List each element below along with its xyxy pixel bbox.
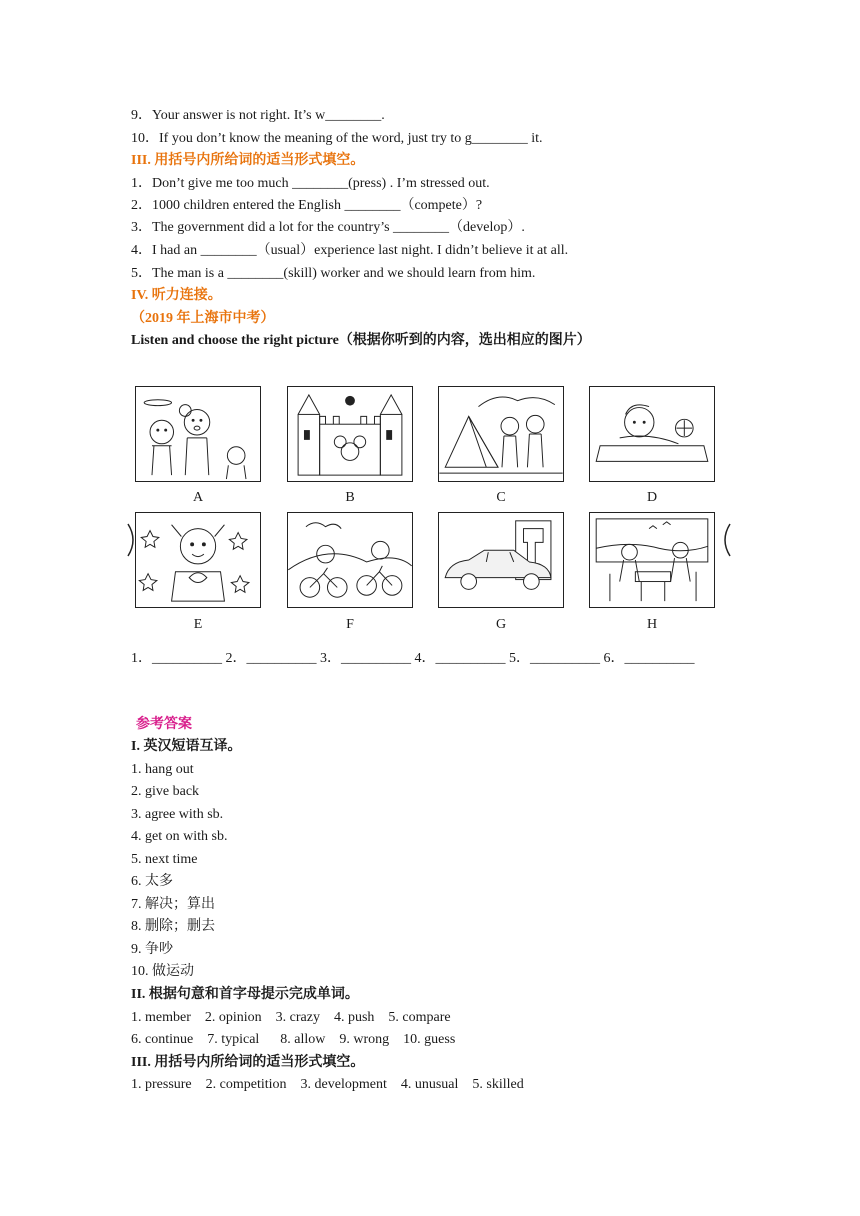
section-3-item-2: 2．1000 children entered the English ________（compete）? [131,198,483,213]
answer-1-8: 8. 删除；删去 [131,919,215,934]
section-4-heading: IV. 听力连接。 [131,288,222,303]
section-4-source: （2019 年上海市中考） [131,311,275,326]
answers-section-2-line-2: 6. continue 7. typical 8. allow 9. wrong 10. guess [131,1032,456,1047]
sick-boy-bed-picture [589,386,715,482]
answer-1-4: 4. get on with sb. [131,829,228,844]
answer-1-7: 7. 解决；算出 [131,897,215,912]
picture-label-d: D [646,490,658,505]
cycling-children-picture [287,512,413,608]
section-3-item-3: 3．The government did a lot for the country’s ________（develop）. [131,220,525,235]
section-3-item-1: 1．Don’t give me too much ________(press) . I’m stressed out. [131,176,490,191]
answers-section-2-line-1: 1. member 2. opinion 3. crazy 4. push 5. compare [131,1010,451,1025]
answers-section-1-heading: I. 英汉短语互译。 [131,739,242,754]
picture-label-h: H [646,617,658,632]
answer-1-6: 6. 太多 [131,874,173,889]
restaurant-couple-picture [589,512,715,608]
tent-camping-picture [438,386,564,482]
castle-picture [287,386,413,482]
answers-section-3-heading: III. 用括号内所给词的适当形式填空。 [131,1055,365,1070]
section-3-item-4: 4．I had an ________（usual）experience last night. I didn’t believe it at all. [131,243,569,258]
picture-label-a: A [192,490,204,505]
section-4-instruction: Listen and choose the right picture（根据你听到的内容，选出相应的图片） [131,333,591,348]
answer-1-9: 9. 争吵 [131,942,173,957]
picture-label-c: C [496,490,506,505]
question-10: 10．If you don’t know the meaning of the word, just try to g________ it. [131,131,543,146]
children-basketball-picture [135,386,261,482]
picture-label-g: G [495,617,507,632]
picture-label-f: F [346,617,354,632]
answer-1-1: 1. hang out [131,762,194,777]
answer-1-10: 10. 做运动 [131,964,194,979]
picture-label-b: B [345,490,355,505]
question-9: 9．Your answer is not right. It’s w________. [131,108,385,123]
answer-1-2: 2. give back [131,784,200,799]
answers-section-3-line: 1. pressure 2. competition 3. development 4. unusual 5. skilled [131,1077,524,1092]
answer-1-5: 5. next time [131,852,198,867]
car-picture [438,512,564,608]
answer-blanks: 1．__________ 2．__________ 3．__________ 4．__________ 5．__________ 6．__________ [131,651,695,666]
section-3-item-5: 5．The man is a ________(skill) worker and we should learn from him. [131,266,536,281]
answer-1-3: 3. agree with sb. [131,807,224,822]
picture-label-e: E [193,617,203,632]
right-arc-decoration [720,522,732,558]
girl-stars-picture [135,512,261,608]
answers-title: 参考答案 [136,717,192,732]
answers-section-2-heading: II. 根据句意和首字母提示完成单词。 [131,987,359,1002]
section-3-heading: III. 用括号内所给词的适当形式填空。 [131,153,365,168]
